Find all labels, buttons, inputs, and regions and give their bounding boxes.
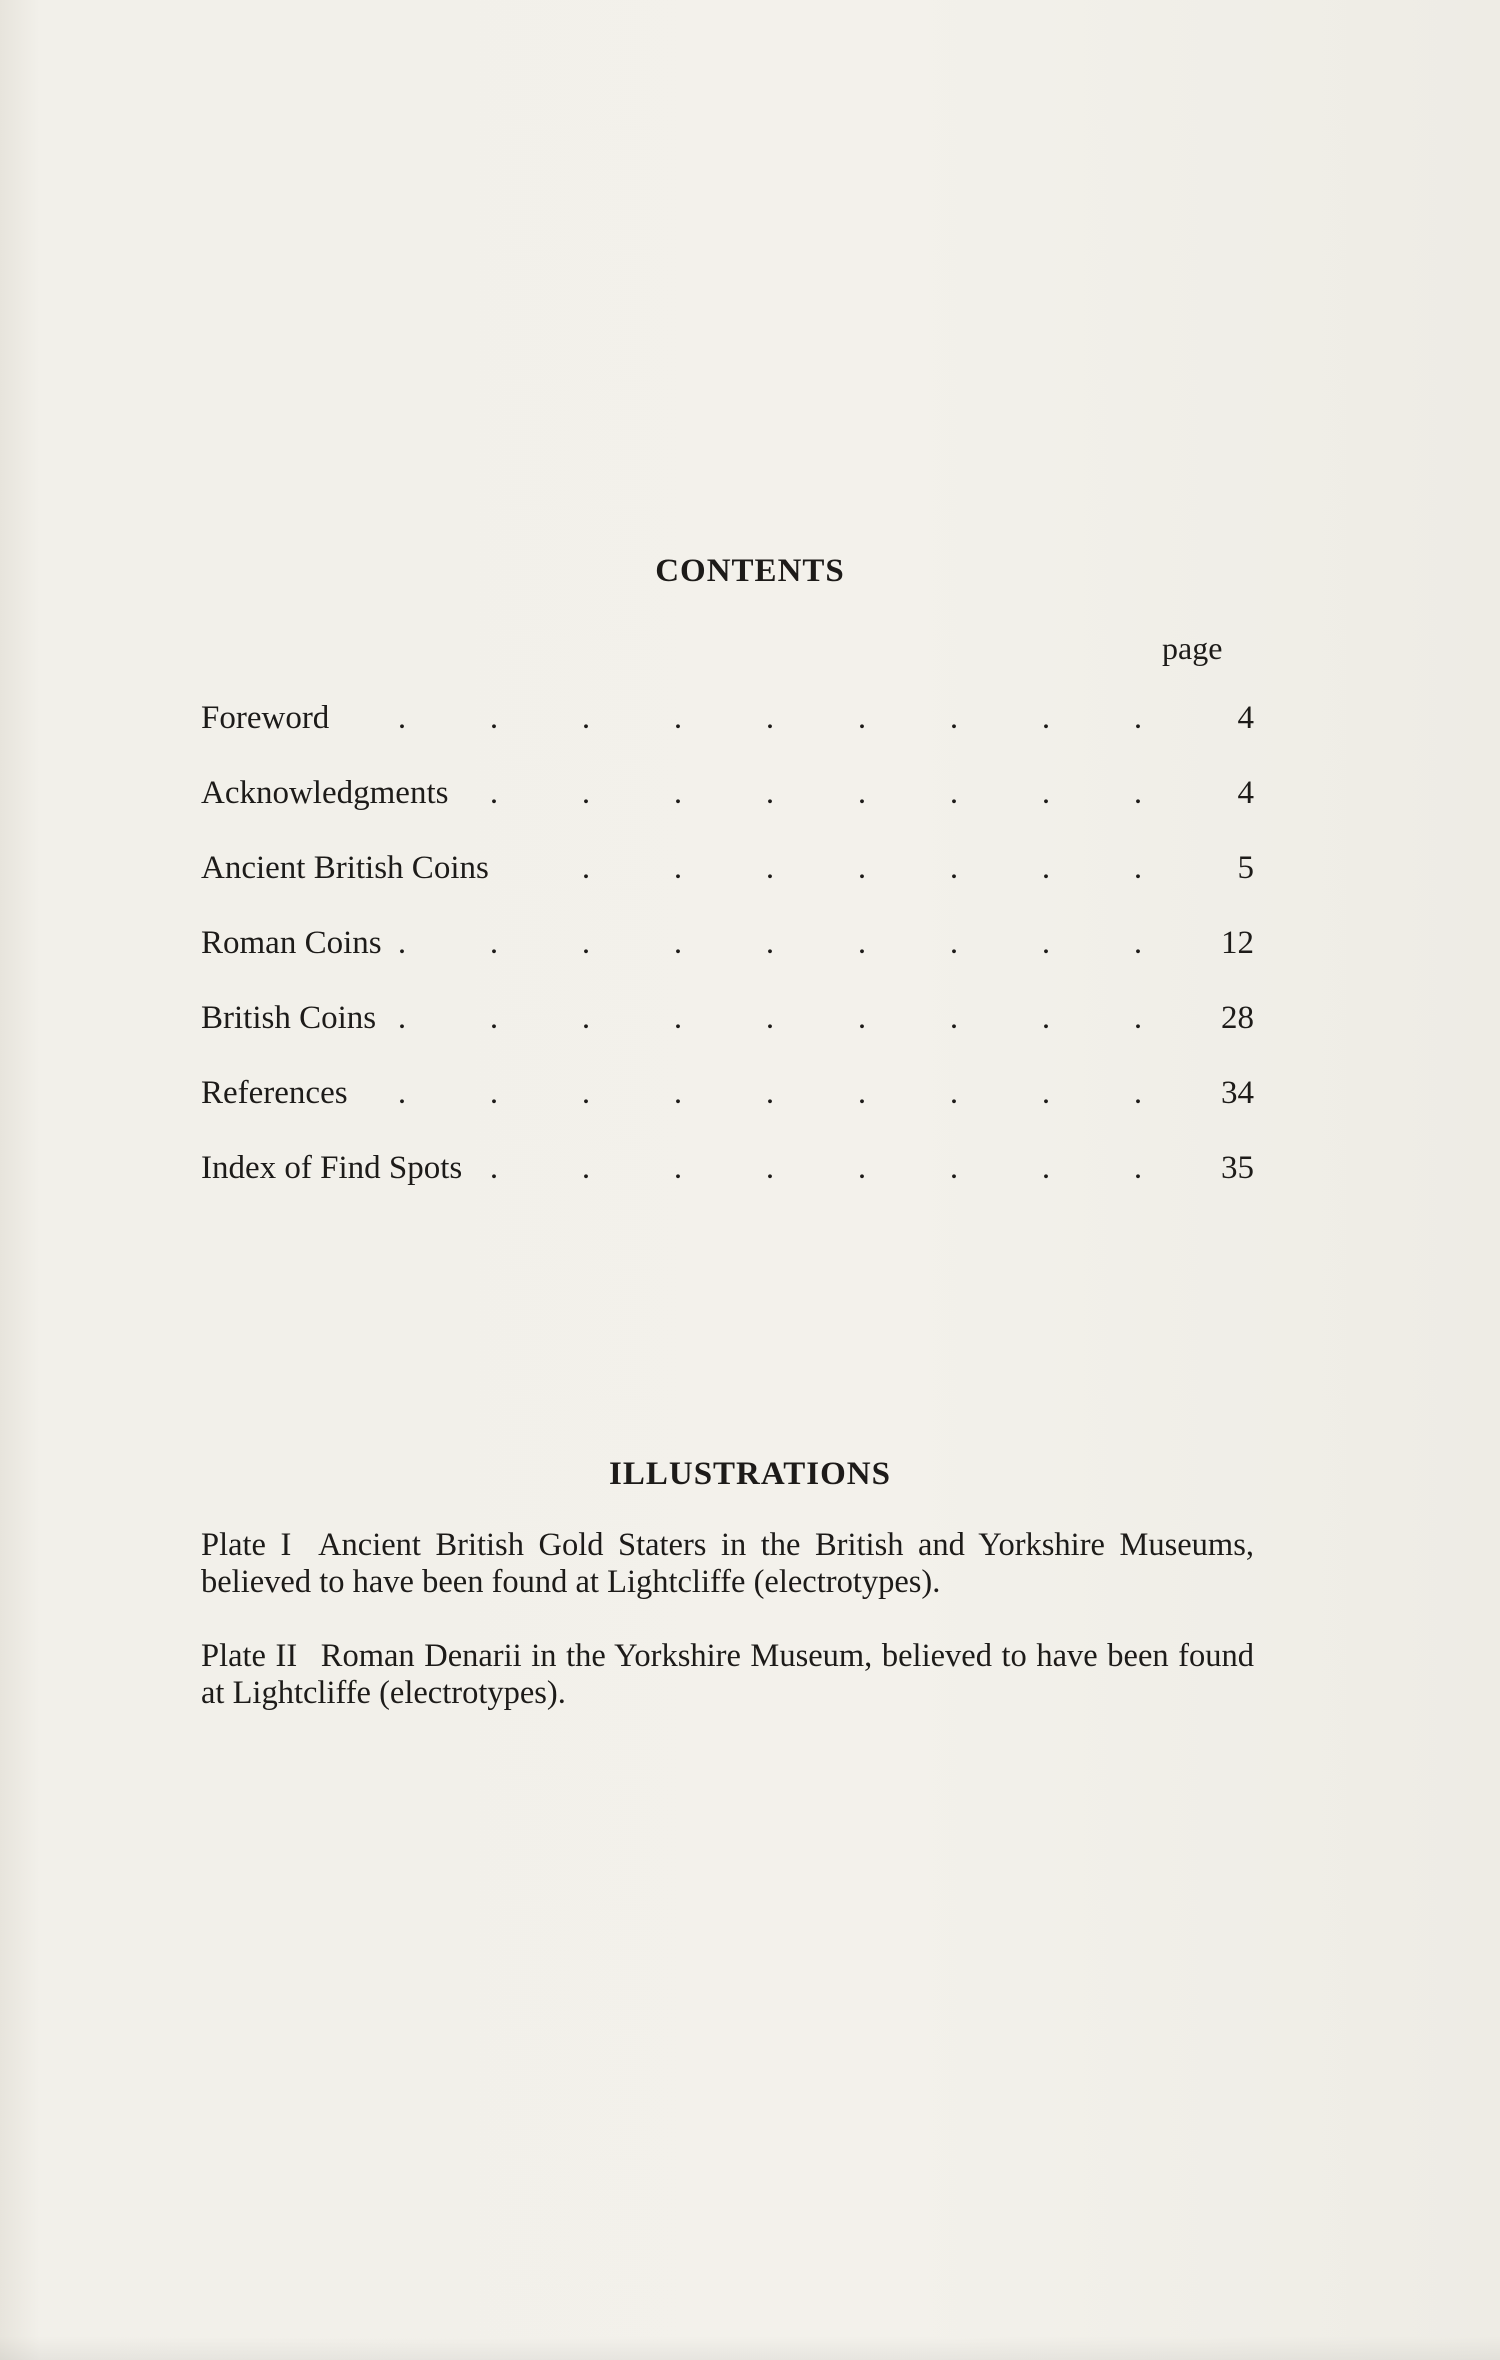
leader-dot: . — [1133, 850, 1143, 886]
leader-dot: . — [397, 925, 407, 961]
leader-dot: . — [949, 1150, 959, 1186]
leader-dot: . — [581, 850, 591, 886]
page-column-label: page — [1162, 630, 1223, 666]
leader-dot: . — [397, 700, 407, 736]
leader-dot: . — [857, 1000, 867, 1036]
leader-dot: . — [1133, 775, 1143, 811]
table-of-contents — [201, 700, 1254, 1225]
leader-dot: . — [489, 775, 499, 811]
leader-dot: . — [949, 925, 959, 961]
leader-dot: . — [489, 1000, 499, 1036]
toc-entry — [201, 1000, 1254, 1075]
leader-dot: . — [765, 1150, 775, 1186]
leader-dot: . — [765, 1000, 775, 1036]
leader-dot: . — [765, 925, 775, 961]
leader-dot: . — [765, 1075, 775, 1111]
leader-dot: . — [581, 775, 591, 811]
leader-dot: . — [397, 1000, 407, 1036]
leader-dot: . — [1041, 1075, 1051, 1111]
toc-entry-page: 28 — [1221, 1000, 1254, 1036]
toc-entry — [201, 1075, 1254, 1150]
leader-dot: . — [673, 1075, 683, 1111]
leader-dot: . — [1133, 1150, 1143, 1186]
leader-dot: . — [857, 700, 867, 736]
leader-dot: . — [765, 850, 775, 886]
leader-dot: . — [673, 700, 683, 736]
toc-entry-page: 5 — [1237, 850, 1254, 886]
toc-entry-title: Roman Coins — [201, 925, 382, 961]
leader-dot: . — [673, 850, 683, 886]
toc-entry-page: 35 — [1221, 1150, 1254, 1186]
leader-dot: . — [581, 700, 591, 736]
toc-entry-page: 4 — [1237, 775, 1254, 811]
leader-dot: . — [581, 1150, 591, 1186]
toc-entry — [201, 850, 1254, 925]
leader-dot: . — [1041, 925, 1051, 961]
leader-dot: . — [765, 700, 775, 736]
toc-entry-title: Foreword — [201, 700, 330, 736]
illustrations-heading: ILLUSTRATIONS — [609, 1456, 891, 1492]
illustrations-list — [201, 1527, 1254, 1749]
page-shadow — [0, 2336, 1500, 2360]
leader-dot: . — [949, 775, 959, 811]
leader-dot: . — [857, 1150, 867, 1186]
toc-entry-page: 34 — [1221, 1075, 1254, 1111]
toc-entry-title: British Coins — [201, 1000, 377, 1036]
toc-entry-page: 12 — [1221, 925, 1254, 961]
toc-entry-title: Ancient British Coins — [201, 850, 489, 886]
leader-dot: . — [857, 1075, 867, 1111]
leader-dot: . — [489, 925, 499, 961]
leader-dot: . — [1041, 850, 1051, 886]
toc-entry-page: 4 — [1237, 700, 1254, 736]
toc-entry — [201, 700, 1254, 775]
toc-entry — [201, 1150, 1254, 1225]
leader-dot: . — [673, 925, 683, 961]
toc-entry — [201, 925, 1254, 1000]
leader-dot: . — [581, 1075, 591, 1111]
leader-dot: . — [949, 850, 959, 886]
plate-caption: Roman Denarii in the Yorkshire Museum, believed to have been found at Lightcliffe (electrotypes). — [201, 1637, 1255, 1712]
leader-dot: . — [1133, 925, 1143, 961]
leader-dot: . — [581, 925, 591, 961]
leader-dot: . — [1133, 700, 1143, 736]
contents-heading: CONTENTS — [655, 553, 845, 589]
toc-entry-title: References — [201, 1075, 348, 1111]
leader-dot: . — [397, 1075, 407, 1111]
leader-dot: . — [1041, 775, 1051, 811]
leader-dot: . — [949, 1075, 959, 1111]
toc-entry — [201, 775, 1254, 850]
leader-dot: . — [765, 775, 775, 811]
toc-entry-title: Acknowledgments — [201, 775, 449, 811]
leader-dot: . — [857, 775, 867, 811]
leader-dot: . — [949, 1000, 959, 1036]
leader-dot: . — [673, 1000, 683, 1036]
leader-dot: . — [489, 1075, 499, 1111]
plate-entry — [201, 1638, 1254, 1713]
leader-dot: . — [673, 1150, 683, 1186]
leader-dot: . — [673, 775, 683, 811]
leader-dot: . — [489, 1150, 499, 1186]
plate-entry — [201, 1527, 1254, 1602]
leader-dot: . — [1041, 1150, 1051, 1186]
leader-dot: . — [949, 700, 959, 736]
leader-dot: . — [1041, 1000, 1051, 1036]
plate-label: Plate II — [201, 1637, 298, 1674]
leader-dot: . — [1041, 700, 1051, 736]
plate-label: Plate I — [201, 1527, 292, 1563]
leader-dot: . — [581, 1000, 591, 1036]
leader-dot: . — [1133, 1000, 1143, 1036]
leader-dot: . — [1133, 1075, 1143, 1111]
leader-dot: . — [857, 925, 867, 961]
leader-dot: . — [489, 700, 499, 736]
plate-caption: Ancient British Gold Staters in the British and Yorkshire Museums, believed to have been found at Lightcliffe (electrotypes). — [201, 1527, 1254, 1601]
leader-dot: . — [857, 850, 867, 886]
toc-entry-title: Index of Find Spots — [201, 1150, 463, 1186]
